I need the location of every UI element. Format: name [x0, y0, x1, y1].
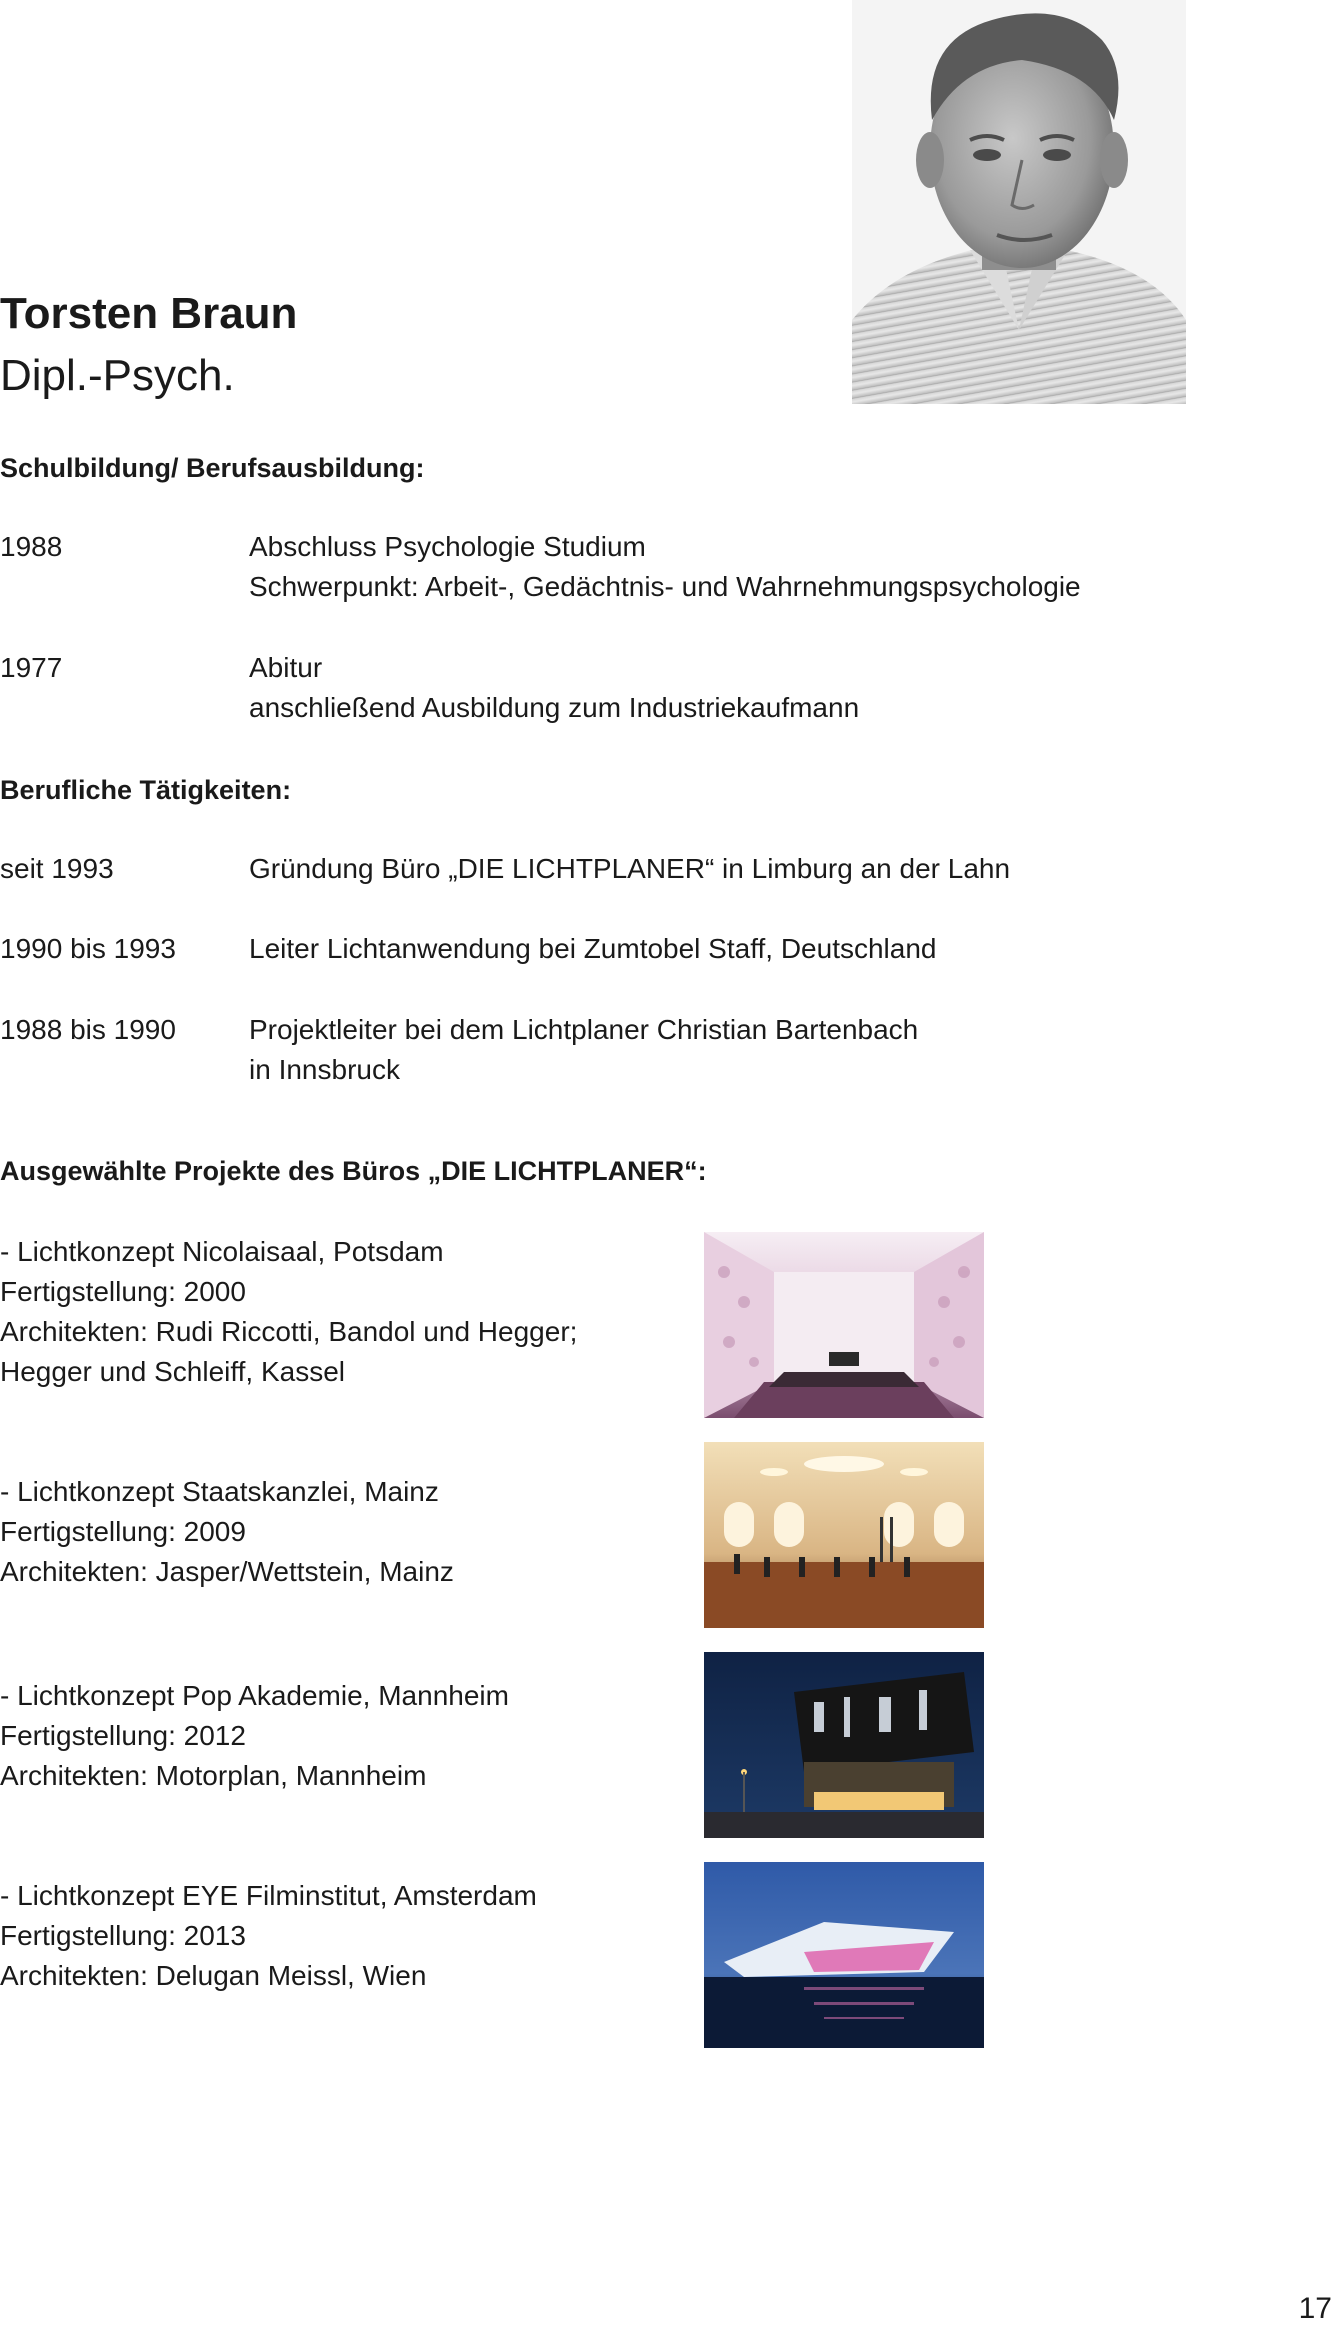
education-description: Abitur anschließend Ausbildung zum Industriekaufmann: [249, 652, 860, 723]
project-item: - Lichtkonzept Staatskanzlei, Mainz Fertigstellung: 2009 Architekten: Jasper/Wettstein, Mainz: [0, 1476, 454, 1587]
education-description: Abschluss Psychologie Studium Schwerpunkt: Arbeit-, Gedächtnis- und Wahrnehmungspsychologie: [249, 531, 1081, 602]
career-year: 1990 bis 1993: [0, 933, 176, 964]
project-photo-staatskanzlei: [704, 1442, 984, 1628]
career-description: Gründung Büro „DIE LICHTPLANER“ in Limburg an der Lahn: [249, 853, 1011, 884]
project-photo-pop-akademie: [704, 1652, 984, 1838]
person-name: Torsten Braun: [0, 289, 298, 338]
person-degree: Dipl.-Psych.: [0, 351, 235, 400]
career-year: seit 1993: [0, 853, 114, 884]
career-year: 1988 bis 1990: [0, 1014, 176, 1045]
education-year: 1977: [0, 652, 63, 683]
project-item: - Lichtkonzept EYE Filminstitut, Amsterdam Fertigstellung: 2013 Architekten: Delugan Meissl, Wien: [0, 1880, 537, 1991]
career-description: Projektleiter bei dem Lichtplaner Christian Bartenbach in Innsbruck: [249, 1014, 919, 1085]
career-heading: Berufliche Tätigkeiten:: [0, 775, 292, 805]
education-heading: Schulbildung/ Berufsausbildung:: [0, 453, 425, 483]
education-year: 1988: [0, 531, 63, 562]
projects-heading: Ausgewählte Projekte des Büros „DIE LICHTPLANER“:: [0, 1156, 707, 1186]
project-item: - Lichtkonzept Pop Akademie, Mannheim Fertigstellung: 2012 Architekten: Motorplan, Mannheim: [0, 1680, 509, 1791]
page-number: 17: [1298, 2292, 1332, 2325]
project-item: - Lichtkonzept Nicolaisaal, Potsdam Fertigstellung: 2000 Architekten: Rudi Riccotti, Bandol und Hegger; Hegger und Schleiff, Kassel: [0, 1236, 578, 1387]
project-photo-eye-filminstitut: [704, 1862, 984, 2048]
project-photo-nicolaisaal: [704, 1232, 984, 1418]
portrait-photo: [852, 0, 1186, 404]
career-description: Leiter Lichtanwendung bei Zumtobel Staff, Deutschland: [249, 933, 937, 964]
